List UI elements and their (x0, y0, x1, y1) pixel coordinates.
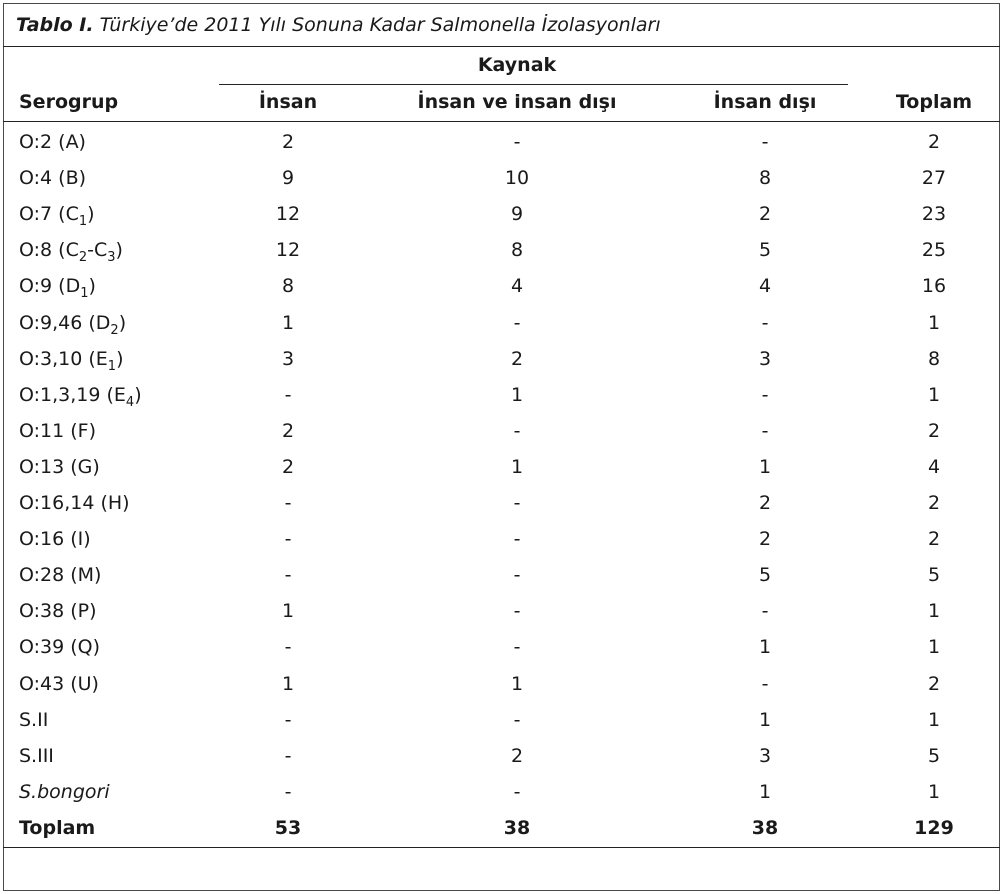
table-row (0, 774, 1004, 810)
table-row (0, 160, 1004, 196)
insan-cell: 2 (281, 131, 295, 153)
insan-ve-insan-disi-cell: 1 (510, 672, 524, 695)
serogrup-cell (19, 702, 48, 738)
insan-disi-cell: 5 (758, 564, 772, 587)
insan-disi-cell: - (761, 383, 769, 406)
insan-disi-cell: 3 (758, 347, 772, 370)
serogrup-text: O:39 (Q) (19, 636, 101, 659)
subscript: 2 (110, 322, 119, 338)
table-row (0, 413, 1004, 449)
insan-disi-cell: 5 (758, 239, 772, 262)
serogrup-text: O:8 (C (19, 239, 79, 262)
insan-cell: - (284, 780, 292, 803)
serogrup-cell (19, 124, 86, 160)
insan-cell: 2 (281, 419, 295, 442)
insan-ve-insan-disi-cell: - (513, 492, 521, 514)
insan-ve-insan-disi-cell: 2 (510, 744, 524, 767)
serogrup-text: ) (116, 347, 124, 370)
insan-cell: 1 (281, 600, 295, 623)
table-row (0, 738, 1004, 774)
toplam-cell: 1 (927, 383, 941, 406)
insan-ve-insan-disi-cell: - (513, 528, 521, 551)
insan-ve-insan-disi-cell: - (513, 708, 521, 731)
insan-ve-insan-disi-cell: - (513, 636, 521, 659)
table-row (0, 341, 1004, 377)
header-insan-ve-insan-disi: İnsan ve insan dışı (417, 91, 617, 113)
serogrup-cell (19, 738, 54, 774)
table-row (0, 449, 1004, 485)
table-row (0, 557, 1004, 593)
table-row (0, 485, 1004, 521)
table-row (0, 377, 1004, 413)
serogrup-cell (19, 557, 101, 593)
serogrup-cell (19, 305, 126, 341)
table-row (0, 196, 1004, 232)
insan-ve-insan-disi-cell: - (513, 780, 521, 803)
subscript: 4 (125, 394, 135, 410)
insan-ve-insan-disi-cell: 1 (510, 383, 524, 406)
insan-ve-insan-disi-cell: 2 (510, 347, 524, 370)
table-row (0, 268, 1004, 304)
serogrup-cell (19, 449, 100, 485)
serogrup-cell (19, 413, 96, 449)
caption-rule (3, 46, 1000, 47)
insan-ve-insan-disi-cell: - (513, 131, 521, 153)
toplam-cell: 1 (927, 780, 941, 803)
insan-ve-insan-disi-cell: 8 (510, 239, 524, 262)
insan-cell: 3 (281, 347, 295, 370)
serogrup-cell (19, 485, 130, 521)
insan-cell: 1 (281, 672, 295, 695)
serogrup-cell (19, 593, 97, 629)
insan-cell: - (284, 744, 292, 767)
serogrup-text: ) (134, 383, 142, 406)
toplam-cell: 1 (927, 636, 941, 659)
total-toplam: 129 (914, 817, 954, 839)
serogrup-text: O:7 (C (19, 203, 79, 226)
subscript: 1 (107, 358, 117, 374)
serogrup-cell (19, 160, 86, 196)
table-row (0, 521, 1004, 557)
toplam-cell: 2 (927, 131, 941, 153)
toplam-cell: 4 (927, 455, 941, 478)
total-label: Toplam (19, 817, 96, 839)
bottom-rule (3, 847, 1000, 848)
toplam-cell: 16 (921, 275, 947, 298)
serogrup-text: S.II (19, 708, 49, 731)
serogrup-text: S.bongori (19, 780, 110, 803)
insan-disi-cell: 2 (758, 528, 772, 551)
serogrup-cell (19, 232, 123, 268)
serogrup-cell (19, 377, 142, 413)
serogrup-text: O:2 (A) (19, 131, 86, 153)
serogrup-cell (19, 629, 100, 665)
insan-cell: 8 (281, 275, 295, 298)
insan-cell: - (284, 492, 292, 514)
header-group-kaynak: Kaynak (477, 54, 557, 76)
insan-disi-cell: 1 (758, 636, 772, 659)
serogrup-text: O:3,10 (E (19, 347, 108, 370)
subscript: 1 (78, 214, 88, 230)
subscript: 3 (107, 250, 116, 266)
serogrup-cell (19, 774, 110, 810)
serogrup-text: O:11 (F) (19, 419, 96, 442)
serogrup-text: ) (115, 239, 123, 262)
serogrup-text: -C (87, 239, 108, 262)
insan-ve-insan-disi-cell: 1 (510, 455, 524, 478)
serogrup-text: O:9 (D (19, 275, 81, 298)
insan-cell: - (284, 564, 292, 587)
insan-cell: 2 (281, 455, 295, 478)
insan-disi-cell: - (761, 419, 769, 442)
group-rule (219, 84, 848, 85)
subscript: 2 (78, 250, 88, 266)
serogrup-cell (19, 268, 96, 304)
toplam-cell: 1 (927, 600, 941, 623)
table-row (0, 305, 1004, 341)
insan-ve-insan-disi-cell: - (513, 600, 521, 623)
table-row (0, 629, 1004, 665)
insan-disi-cell: 1 (758, 708, 772, 731)
serogrup-text: ) (88, 275, 96, 298)
serogrup-text: O:9,46 (D (19, 311, 111, 334)
serogrup-cell (19, 341, 124, 377)
toplam-cell: 25 (921, 239, 947, 262)
insan-disi-cell: 1 (758, 455, 772, 478)
serogrup-text: O:1,3,19 (E (19, 383, 126, 406)
toplam-cell: 5 (927, 744, 941, 767)
serogrup-text: O:16 (I) (19, 528, 91, 551)
serogrup-text: ) (118, 311, 127, 334)
table-row (0, 666, 1004, 702)
insan-cell: 9 (281, 167, 295, 190)
subscript: 1 (80, 286, 89, 302)
insan-ve-insan-disi-cell: 9 (510, 203, 524, 226)
toplam-cell: 2 (927, 419, 941, 442)
serogrup-cell (19, 521, 91, 557)
serogrup-text: O:4 (B) (19, 167, 87, 190)
serogrup-text: O:43 (U) (19, 672, 99, 695)
serogrup-text: O:16,14 (H) (19, 492, 130, 514)
table-row (0, 124, 1004, 160)
total-row (0, 810, 1004, 846)
serogrup-text: O:28 (M) (19, 564, 102, 587)
serogrup-text: O:38 (P) (19, 600, 97, 623)
header-toplam: Toplam (895, 91, 973, 113)
insan-cell: 1 (281, 311, 295, 334)
insan-ve-insan-disi-cell: - (513, 564, 521, 587)
header-insan-disi: İnsan dışı (713, 91, 817, 113)
table-caption (16, 14, 661, 36)
insan-disi-cell: - (761, 311, 769, 334)
toplam-cell: 2 (927, 528, 941, 551)
insan-disi-cell: 3 (758, 744, 772, 767)
toplam-cell: 2 (927, 672, 941, 695)
total-insan-disi: 38 (751, 817, 779, 839)
insan-disi-cell: 4 (758, 275, 772, 298)
insan-ve-insan-disi-cell: - (513, 419, 521, 442)
toplam-cell: 5 (927, 564, 941, 587)
insan-ve-insan-disi-cell: 10 (504, 167, 530, 190)
caption-label: Tablo I. (16, 14, 94, 36)
total-insan-ve-insan-disi: 38 (503, 817, 531, 839)
table-row (0, 232, 1004, 268)
header-rule (3, 121, 1000, 122)
insan-cell: 12 (275, 239, 301, 262)
serogrup-text: S.III (19, 744, 54, 767)
insan-disi-cell: 1 (758, 780, 772, 803)
insan-disi-cell: 2 (758, 203, 772, 226)
toplam-cell: 8 (927, 347, 941, 370)
header-insan: İnsan (258, 91, 318, 113)
insan-disi-cell: - (761, 672, 769, 695)
table-row (0, 593, 1004, 629)
table-row (0, 702, 1004, 738)
insan-ve-insan-disi-cell: 4 (510, 275, 524, 298)
serogrup-text: O:13 (G) (19, 455, 100, 478)
serogrup-cell (19, 196, 95, 232)
toplam-cell: 2 (927, 492, 941, 514)
header-serogrup: Serogrup (19, 91, 119, 113)
toplam-cell: 27 (921, 167, 947, 190)
insan-cell: 12 (275, 203, 301, 226)
toplam-cell: 23 (921, 203, 947, 226)
caption-title: Türkiye’de 2011 Yılı Sonuna Kadar Salmonella İzolasyonları (93, 14, 661, 36)
insan-disi-cell: 8 (758, 167, 772, 190)
insan-cell: - (284, 708, 292, 731)
serogrup-text: ) (87, 203, 95, 226)
insan-cell: - (284, 528, 292, 551)
toplam-cell: 1 (927, 311, 941, 334)
serogrup-cell (19, 666, 99, 702)
insan-disi-cell: 2 (758, 492, 772, 514)
insan-cell: - (284, 636, 292, 659)
insan-disi-cell: - (761, 600, 769, 623)
toplam-cell: 1 (927, 708, 941, 731)
insan-ve-insan-disi-cell: - (513, 311, 521, 334)
total-insan: 53 (274, 817, 302, 839)
insan-disi-cell: - (761, 131, 769, 153)
insan-cell: - (284, 383, 292, 406)
